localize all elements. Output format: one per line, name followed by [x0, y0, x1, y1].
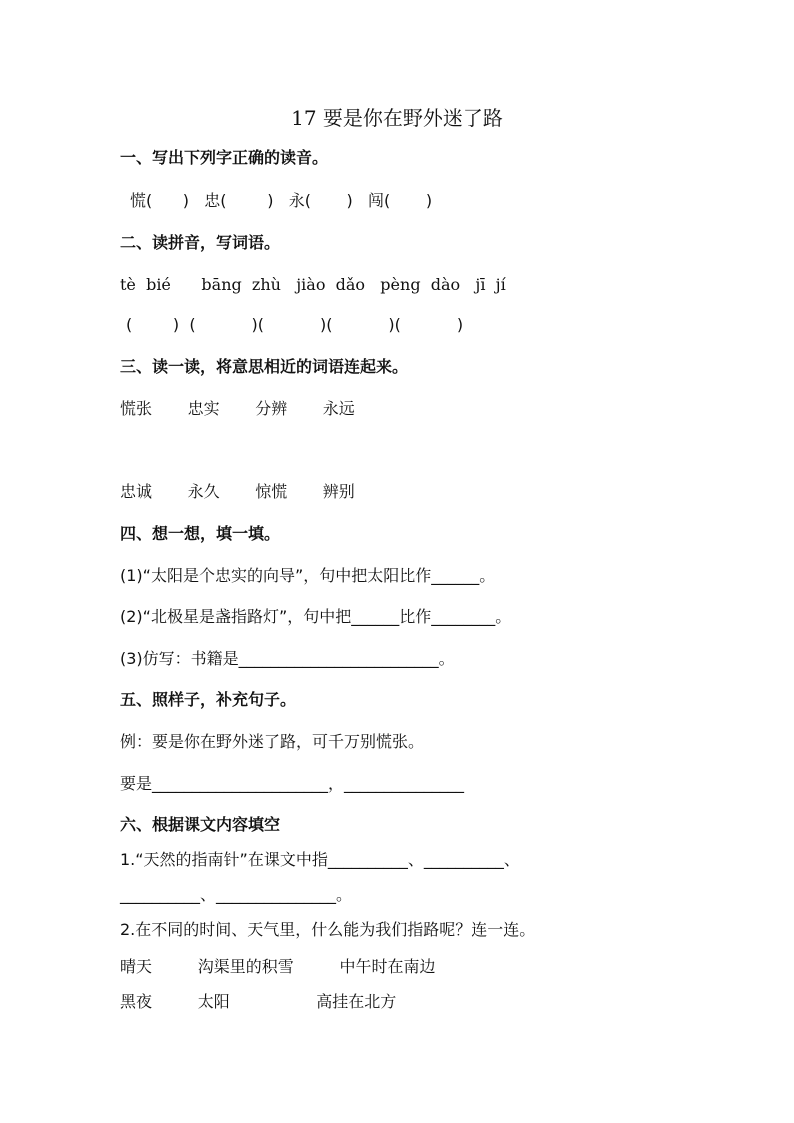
page-title: 17 要是你在野外迷了路 — [291, 106, 503, 130]
question-4-2: (2)“北极星是盏指路灯”，句中把______比作________。 — [120, 607, 512, 626]
match-row-top: 晴天 沟渠里的积雪 中午时在南边 — [120, 957, 436, 976]
pinyin-line: tè bié bāng zhù jiào dǎo pèng dào jī jí — [120, 275, 506, 294]
question-6-1b: __________、_______________。 — [120, 885, 353, 904]
section-5-heading: 五、照样子，补充句子。 — [120, 690, 297, 709]
section-3-heading: 三、读一读，将意思相近的词语连起来。 — [120, 357, 409, 376]
word-row-bottom: 忠诚 永久 惊慌 辨别 — [120, 482, 355, 501]
fill-sentence: 要是______________________，_______________ — [120, 774, 465, 793]
section-4-heading: 四、想一想，填一填。 — [120, 524, 281, 543]
section-6-heading: 六、根据课文内容填空 — [120, 815, 281, 834]
match-row-bottom: 黑夜 太阳 高挂在北方 — [120, 992, 397, 1011]
question-4-3: (3)仿写：书籍是_________________________。 — [120, 649, 455, 668]
word-blanks-line: ( ) ( )( )( )( ) — [126, 315, 464, 334]
question-6-2: 2.在不同的时间、天气里，什么能为我们指路呢？连一连。 — [120, 920, 536, 939]
word-row-top: 慌张 忠实 分辨 永远 — [120, 399, 355, 418]
example-sentence: 例：要是你在野外迷了路，可千万别慌张。 — [120, 732, 425, 751]
section-1-line: 慌( ) 忠( ) 永( ) 闯( ) — [130, 191, 433, 210]
section-1-heading: 一、写出下列字正确的读音。 — [120, 148, 329, 167]
question-4-1: (1)“太阳是个忠实的向导”，句中把太阳比作______。 — [120, 566, 496, 585]
question-6-1a: 1.“天然的指南针”在课文中指__________、__________、 — [120, 850, 520, 869]
section-2-heading: 二、读拼音，写词语。 — [120, 233, 281, 252]
